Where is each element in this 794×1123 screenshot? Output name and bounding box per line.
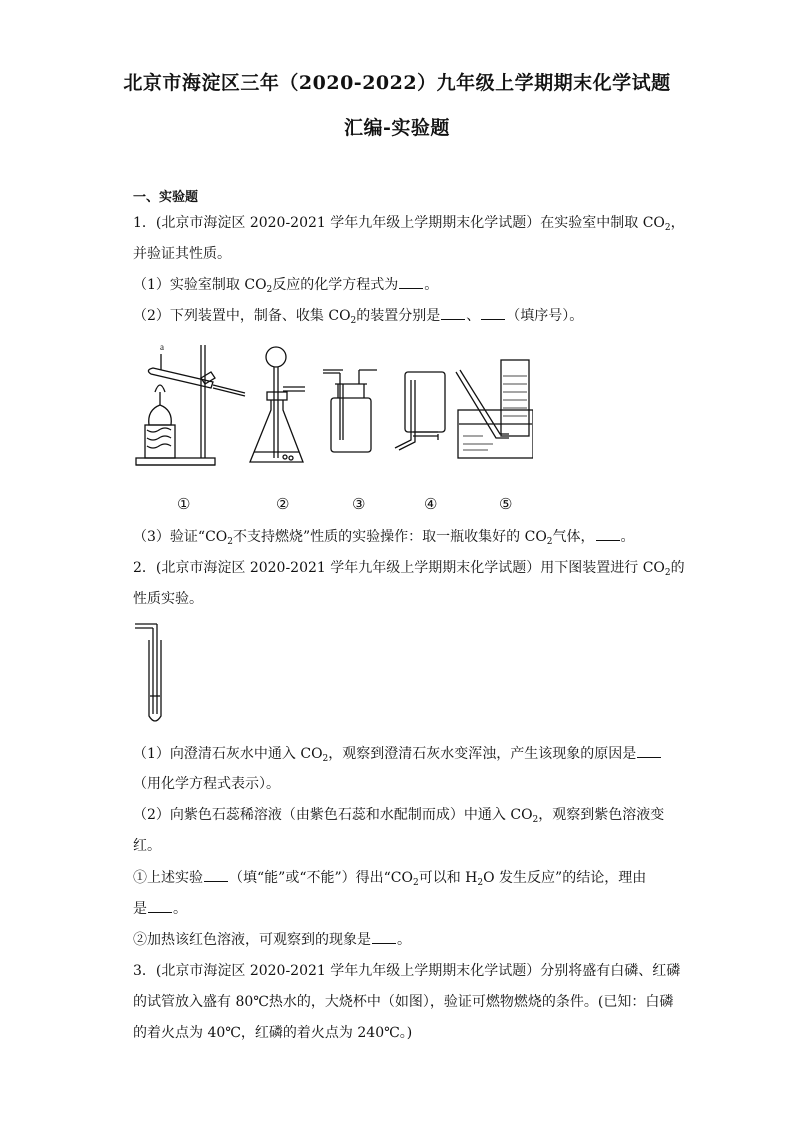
q2-part1-text2: ，观察到澄清石灰水变浑浊，产生该现象的原因是 (328, 746, 637, 762)
apparatus-label-a: a (160, 342, 164, 352)
q2-part1-line2: （用化学方程式表示）。 (133, 776, 280, 792)
apparatus-1-heating-setup (136, 345, 245, 465)
q1-part3-text2: 不支持燃烧”性质的实验操作：取一瓶收集好的 CO (233, 529, 547, 545)
q2-stem-line2: 性质实验。 (133, 591, 203, 607)
q1-stem-line1 (133, 212, 685, 233)
subscript: 2 (350, 316, 357, 326)
apparatus-3-gas-bottle (323, 370, 377, 452)
apparatus-5-water-trough (456, 360, 533, 458)
q2-sub1-text2: （填“能”或“不能”）得出“CO (229, 870, 413, 886)
punct: 。 (424, 277, 439, 293)
answer-blank[interactable] (372, 933, 396, 944)
subscript: 2 (477, 878, 484, 888)
answer-blank[interactable] (148, 902, 172, 913)
apparatus-label-2: ② (276, 495, 290, 513)
q1-part1 (133, 274, 438, 295)
q2-part2-text2: ，观察到紫色溶液变 (538, 807, 665, 823)
subscript: 2 (227, 537, 233, 547)
answer-blank[interactable] (596, 530, 620, 541)
q2-part2-line2: 红。 (133, 838, 161, 854)
test-tube-figure (133, 618, 173, 728)
q2-sub1-text3: 可以和 H (418, 870, 478, 886)
q2-sub1-text: ①上述实验 (133, 870, 203, 886)
punct: 。 (173, 901, 187, 917)
q1-part1-text2: 反应的化学方程式为 (272, 277, 399, 293)
q2-part2-line1 (133, 804, 664, 825)
q3-stem-line2: 的试管放入盛有 80℃热水的，大烧杯中（如图），验证可燃物燃烧的条件。(已知：白磷 (133, 994, 674, 1010)
apparatus-label-1: ① (177, 495, 191, 513)
answer-blank[interactable] (399, 278, 423, 289)
q1-part2-end: （填序号）。 (506, 308, 584, 324)
q2-sub2 (133, 929, 411, 949)
answer-blank[interactable] (481, 309, 505, 320)
subscript: 2 (532, 815, 539, 825)
q3-stem-line1: 3．(北京市海淀区 2020-2021 学年九年级上学期期末化学试题）分别将盛有白磷、红磷 (133, 963, 681, 979)
q2-sub2-text: ②加热该红色溶液，可观察到的现象是 (133, 932, 371, 948)
q1-part3 (133, 526, 635, 547)
q2-part1-line1 (133, 743, 662, 764)
answer-blank[interactable] (637, 747, 661, 758)
q1-part3-text: （3）验证“CO (133, 529, 228, 545)
punct: 。 (620, 529, 635, 545)
answer-blank[interactable] (204, 871, 228, 882)
q1-stem-line2: 并验证其性质。 (133, 246, 231, 262)
q1-part3-text3: 气体， (552, 529, 595, 545)
apparatus-label-4: ④ (424, 495, 438, 513)
apparatus-figure (133, 340, 533, 475)
q2-stem-text: 2．(北京市海淀区 2020-2021 学年九年级上学期期末化学试题）用下图装置进行 CO (133, 560, 665, 576)
document-title-line1: 北京市海淀区三年（2020-2022）九年级上学期期末化学试题 (123, 72, 671, 94)
q1-part2 (133, 305, 583, 326)
q2-sub1-text5: 是 (133, 901, 147, 917)
subscript: 2 (412, 878, 419, 888)
punct: ， (670, 215, 685, 231)
q1-part2-text: （2）下列装置中，制备、收集 CO (133, 308, 351, 324)
subscript: 2 (266, 285, 273, 295)
subscript: 2 (664, 223, 671, 233)
subscript: 2 (546, 537, 553, 547)
q1-part1-text: （1）实验室制取 CO (133, 277, 267, 293)
q1-stem-text: 1．(北京市海淀区 2020-2021 学年九年级上学期期末化学试题）在实验室中制取 CO (133, 215, 665, 231)
q2-sub1-line2 (133, 898, 187, 918)
section-heading: 一、实验题 (133, 190, 199, 205)
document-title-line2: 汇编-实验题 (344, 117, 450, 139)
q2-sub1-line1 (133, 867, 646, 888)
subscript: 2 (664, 568, 671, 578)
q2-stem-line1 (133, 557, 685, 578)
apparatus-2-flask (250, 347, 305, 462)
apparatus-label-5: ⑤ (499, 495, 513, 513)
apparatus-label-3: ③ (352, 495, 366, 513)
punct: 的 (670, 560, 685, 576)
q2-part1-text: （1）向澄清石灰水中通入 CO (133, 746, 323, 762)
punct: 、 (466, 308, 481, 324)
q2-sub1-text4: O 发生反应”的结论，理由 (483, 870, 647, 886)
q3-stem-line3: 的着火点为 40℃，红磷的着火点为 240℃。) (133, 1025, 413, 1041)
q2-part2-text: （2）向紫色石蕊稀溶液（由紫色石蕊和水配制而成）中通入 CO (133, 807, 533, 823)
apparatus-4-inverted-jar (395, 372, 445, 450)
q1-part2-text2: 的装置分别是 (356, 308, 441, 324)
punct: 。 (397, 932, 411, 948)
answer-blank[interactable] (441, 309, 465, 320)
subscript: 2 (322, 754, 329, 764)
